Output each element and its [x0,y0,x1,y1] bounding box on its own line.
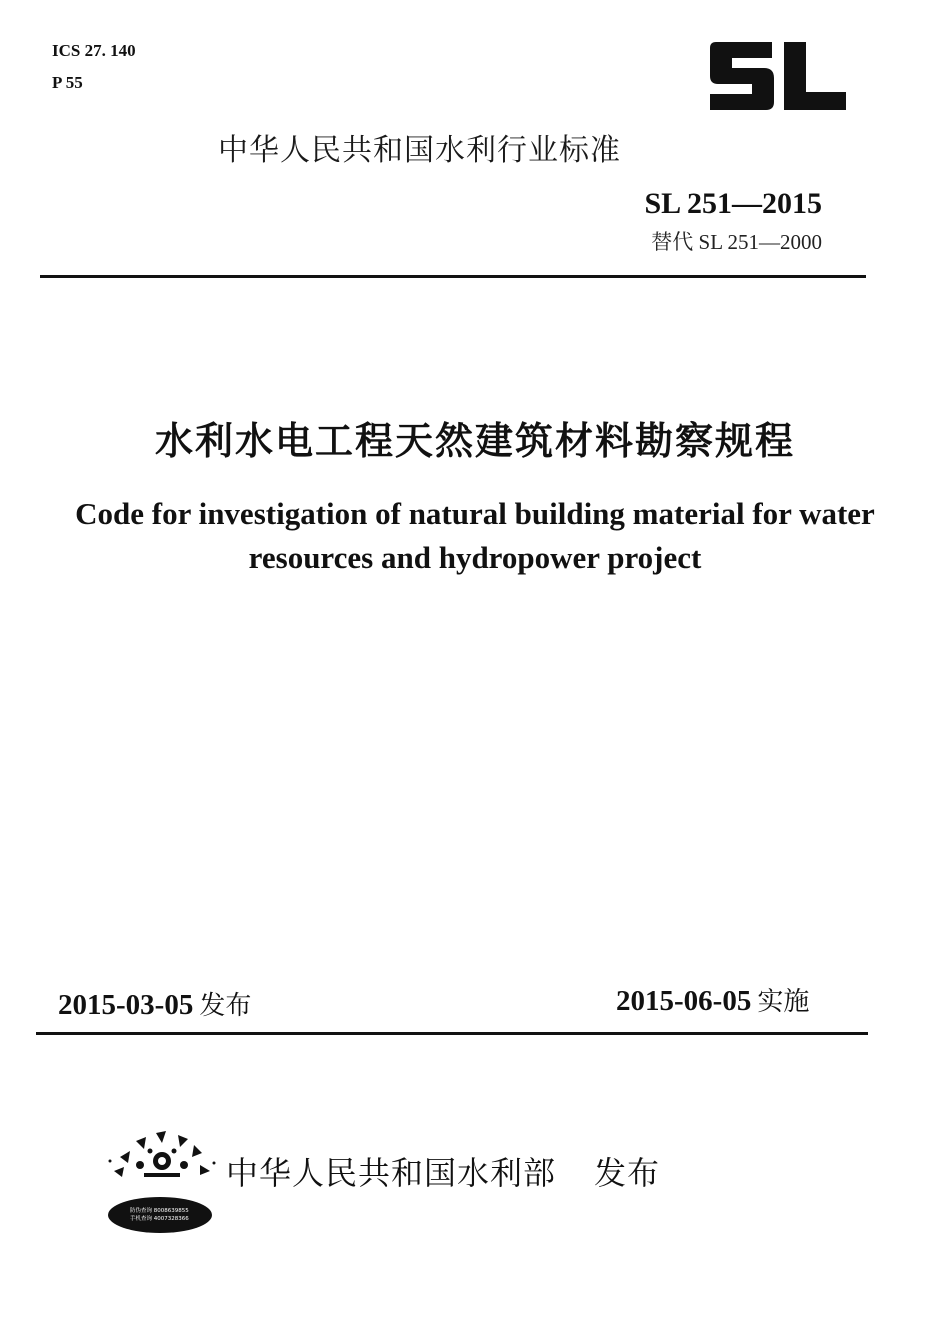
sticker-line1: 防伪查询 8008639855 [130,1208,189,1214]
implementation-date: 2015-06-05 [616,985,752,1017]
implementation-label: 实施 [757,987,810,1017]
sticker-line2: 手机查询 4007328366 [130,1216,189,1222]
standard-number: SL 251—2015 [644,187,822,220]
issue-date-block [58,985,251,1022]
top-divider [40,275,866,278]
bottom-divider [36,1032,868,1035]
replaces-standard: 替代 SL 251—2000 [651,230,822,254]
sl-logo [706,40,848,112]
implementation-date-block [616,981,809,1018]
title-english [30,492,920,580]
issue-date: 2015-03-05 [58,989,194,1021]
title-english-line1: Code for investigation of natural building material for water [75,496,875,531]
publish-label: 发布 [594,1154,661,1192]
title-chinese: 水利水电工程天然建筑材料勘察规程 [154,419,795,463]
ics-code: ICS 27. 140 [52,41,136,60]
industry-standard-heading: 中华人民共和国水利行业标准 [218,133,621,168]
ccs-code: P 55 [52,73,83,92]
issue-label: 发布 [199,991,252,1021]
ministry-emblem-icon [100,1115,225,1235]
title-english-line2: resources and hydropower project [248,540,702,575]
publisher-name: 中华人民共和国水利部 [226,1154,557,1192]
publisher-line [226,1148,660,1194]
